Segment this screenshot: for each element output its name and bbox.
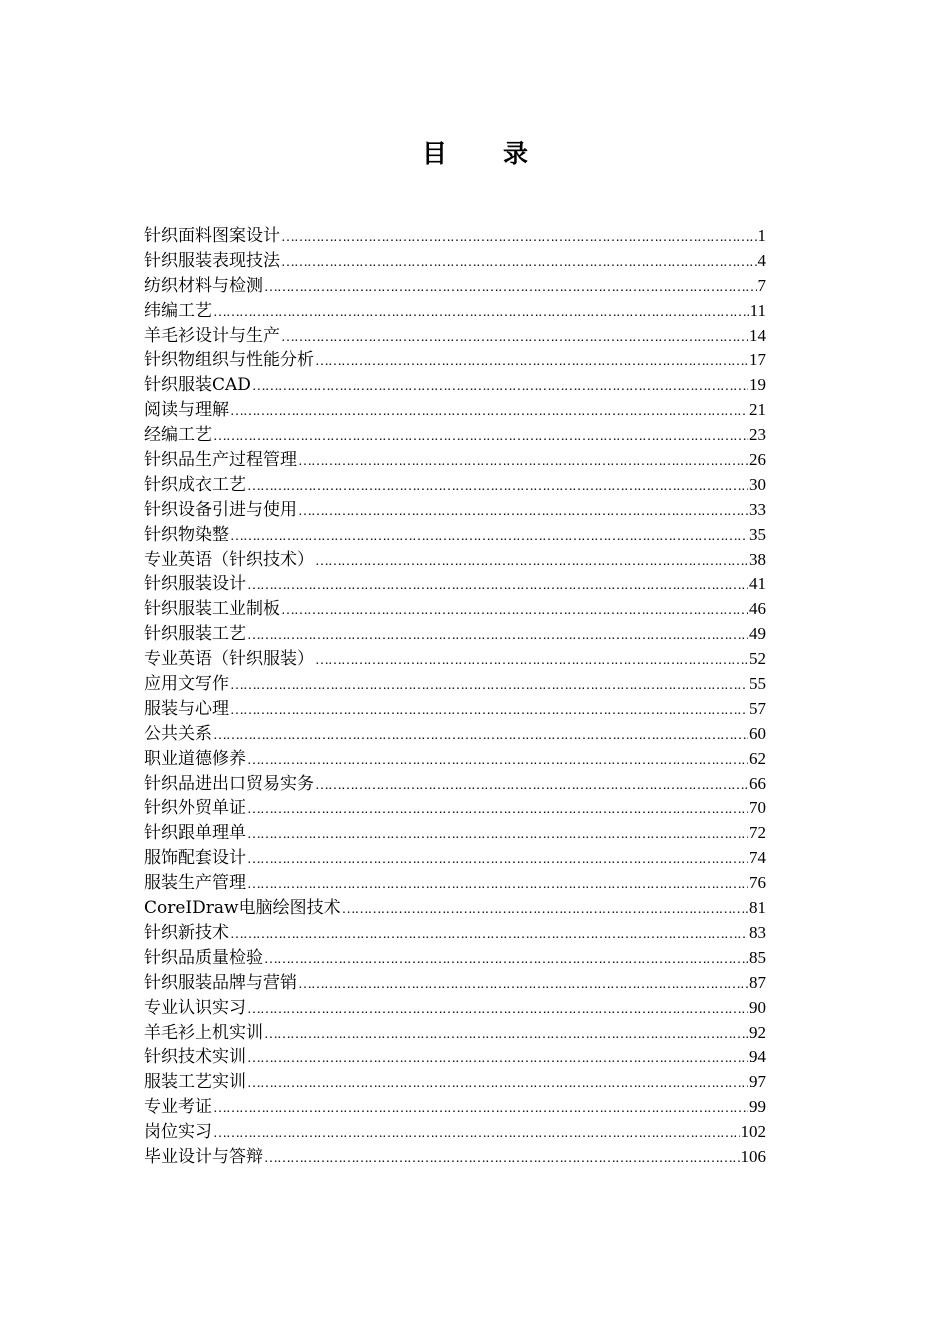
toc-leader-dots xyxy=(230,923,748,948)
toc-entry[interactable] xyxy=(144,846,766,871)
toc-entry-page: 14 xyxy=(749,325,766,345)
toc-entry-page: 30 xyxy=(749,474,766,494)
toc-entry-title: CoreIDraw电脑绘图技术 xyxy=(144,898,341,919)
toc-entry-title: 经编工艺 xyxy=(144,425,212,446)
toc-entry[interactable] xyxy=(144,523,766,548)
toc-entry-page: 33 xyxy=(749,499,766,519)
toc-entry[interactable] xyxy=(144,647,766,672)
toc-entry[interactable] xyxy=(144,473,766,498)
toc-entry-title: 应用文写作 xyxy=(144,674,229,695)
toc-leader-dots xyxy=(247,848,748,873)
toc-entry-page: 21 xyxy=(749,400,766,420)
toc-leader-dots xyxy=(230,400,748,425)
toc-entry-title: 针织服装CAD xyxy=(144,375,251,396)
toc-leader-dots xyxy=(298,500,748,525)
toc-entry-page: 76 xyxy=(749,873,766,893)
title-char-left: 目 xyxy=(421,139,447,168)
toc-entry-title: 针织外贸单证 xyxy=(144,798,246,819)
toc-entry[interactable] xyxy=(144,224,766,249)
toc-entry[interactable] xyxy=(144,1145,766,1170)
toc-leader-dots xyxy=(247,574,748,599)
toc-entry[interactable] xyxy=(144,249,766,274)
toc-entry-page: 49 xyxy=(749,624,766,644)
toc-entry-page: 90 xyxy=(749,997,766,1017)
toc-leader-dots xyxy=(281,226,757,251)
toc-leader-dots xyxy=(247,749,748,774)
toc-entry[interactable] xyxy=(144,1120,766,1145)
toc-leader-dots xyxy=(252,375,748,400)
toc-entry-page: 99 xyxy=(749,1097,766,1117)
toc-entry[interactable] xyxy=(144,1045,766,1070)
toc-entry-title: 专业认识实习 xyxy=(144,997,246,1018)
toc-entry-title: 针织物组织与性能分析 xyxy=(144,350,314,371)
toc-entry-title: 纬编工艺 xyxy=(144,300,212,321)
toc-entry[interactable] xyxy=(144,697,766,722)
toc-leader-dots xyxy=(213,301,749,326)
toc-entry-page: 60 xyxy=(749,723,766,743)
toc-leader-dots xyxy=(264,1147,740,1172)
toc-entry[interactable] xyxy=(144,971,766,996)
toc-entry-page: 74 xyxy=(749,848,766,868)
toc-entry[interactable] xyxy=(144,622,766,647)
toc-entry-title: 针织成衣工艺 xyxy=(144,474,246,495)
toc-entry[interactable] xyxy=(144,398,766,423)
toc-leader-dots xyxy=(281,326,748,351)
toc-entry[interactable] xyxy=(144,772,766,797)
table-of-contents xyxy=(144,224,766,1170)
page-title xyxy=(0,134,950,170)
toc-entry-title: 针织品进出口贸易实务 xyxy=(144,773,314,794)
toc-entry[interactable] xyxy=(144,373,766,398)
toc-entry-page: 41 xyxy=(749,574,766,594)
toc-entry-page: 23 xyxy=(749,425,766,445)
toc-entry[interactable] xyxy=(144,498,766,523)
toc-entry-page: 102 xyxy=(740,1122,766,1142)
toc-leader-dots xyxy=(230,674,748,699)
toc-entry-page: 66 xyxy=(749,773,766,793)
toc-leader-dots xyxy=(264,1023,748,1048)
toc-entry-title: 针织服装工艺 xyxy=(144,624,246,645)
toc-entry-page: 55 xyxy=(749,674,766,694)
toc-entry[interactable] xyxy=(144,324,766,349)
toc-entry-title: 针织品质量检验 xyxy=(144,947,263,968)
toc-entry-title: 职业道德修养 xyxy=(144,748,246,769)
toc-leader-dots xyxy=(281,599,748,624)
toc-entry-page: 38 xyxy=(749,549,766,569)
toc-entry-page: 4 xyxy=(757,250,766,270)
toc-entry[interactable] xyxy=(144,274,766,299)
toc-entry-page: 1 xyxy=(757,226,766,245)
toc-leader-dots xyxy=(264,276,757,301)
toc-entry[interactable] xyxy=(144,299,766,324)
toc-entry-page: 52 xyxy=(749,649,766,669)
toc-leader-dots xyxy=(264,948,748,973)
toc-leader-dots xyxy=(213,1122,740,1147)
toc-entry-title: 专业考证 xyxy=(144,1097,212,1118)
toc-entry[interactable] xyxy=(144,348,766,373)
toc-entry-page: 19 xyxy=(749,375,766,395)
toc-entry-page: 94 xyxy=(749,1047,766,1067)
toc-entry-title: 服装生产管理 xyxy=(144,873,246,894)
toc-entry[interactable] xyxy=(144,946,766,971)
toc-entry-title: 服饰配套设计 xyxy=(144,848,246,869)
toc-entry[interactable] xyxy=(144,896,766,921)
toc-entry-title: 纺织材料与检测 xyxy=(144,275,263,296)
toc-entry-title: 毕业设计与答辩 xyxy=(144,1146,263,1167)
toc-entry[interactable] xyxy=(144,871,766,896)
toc-entry[interactable] xyxy=(144,597,766,622)
toc-entry-title: 针织物染整 xyxy=(144,524,229,545)
toc-leader-dots xyxy=(213,724,748,749)
toc-entry-title: 针织服装品牌与营销 xyxy=(144,972,297,993)
toc-entry[interactable] xyxy=(144,1070,766,1095)
toc-entry-page: 83 xyxy=(749,922,766,942)
toc-entry[interactable] xyxy=(144,448,766,473)
toc-entry-page: 81 xyxy=(749,898,766,918)
toc-leader-dots xyxy=(213,1097,748,1122)
toc-entry[interactable] xyxy=(144,921,766,946)
toc-entry-title: 羊毛衫上机实训 xyxy=(144,1022,263,1043)
toc-entry[interactable] xyxy=(144,821,766,846)
toc-leader-dots xyxy=(247,475,748,500)
toc-entry-page: 72 xyxy=(749,823,766,843)
toc-entry-page: 7 xyxy=(757,275,766,295)
toc-entry-page: 106 xyxy=(740,1146,766,1166)
toc-entry-title: 羊毛衫设计与生产 xyxy=(144,325,280,346)
toc-leader-dots xyxy=(247,1072,748,1097)
toc-leader-dots xyxy=(247,873,748,898)
toc-entry-page: 17 xyxy=(749,350,766,370)
toc-entry-title: 服装工艺实训 xyxy=(144,1072,246,1093)
toc-entry-title: 针织面料图案设计 xyxy=(144,226,280,246)
toc-entry-title: 岗位实习 xyxy=(144,1122,212,1143)
toc-entry[interactable] xyxy=(144,548,766,573)
toc-entry-page: 35 xyxy=(749,524,766,544)
toc-entry-page: 70 xyxy=(749,798,766,818)
toc-leader-dots xyxy=(298,973,748,998)
toc-entry-title: 针织服装设计 xyxy=(144,574,246,595)
toc-entry-page: 97 xyxy=(749,1072,766,1092)
toc-leader-dots xyxy=(298,450,748,475)
toc-leader-dots xyxy=(315,350,748,375)
toc-entry-title: 针织服装工业制板 xyxy=(144,599,280,620)
toc-leader-dots xyxy=(230,525,748,550)
toc-entry-page: 11 xyxy=(749,300,766,320)
toc-leader-dots xyxy=(342,898,748,923)
toc-entry-page: 57 xyxy=(749,698,766,718)
toc-leader-dots xyxy=(315,550,748,575)
title-char-right: 录 xyxy=(503,139,529,168)
toc-leader-dots xyxy=(315,774,748,799)
toc-entry-title: 针织服装表现技法 xyxy=(144,250,280,271)
toc-entry-title: 针织品生产过程管理 xyxy=(144,450,297,471)
toc-entry-title: 针织技术实训 xyxy=(144,1047,246,1068)
toc-leader-dots xyxy=(247,624,748,649)
toc-leader-dots xyxy=(247,998,748,1023)
toc-leader-dots xyxy=(230,699,748,724)
toc-leader-dots xyxy=(247,798,748,823)
toc-entry-title: 针织设备引进与使用 xyxy=(144,499,297,520)
toc-entry[interactable] xyxy=(144,423,766,448)
toc-entry[interactable] xyxy=(144,1095,766,1120)
toc-entry[interactable] xyxy=(144,722,766,747)
toc-entry-title: 专业英语（针织技术） xyxy=(144,549,314,570)
toc-entry-page: 62 xyxy=(749,748,766,768)
toc-entry[interactable] xyxy=(144,1021,766,1046)
toc-entry-page: 87 xyxy=(749,972,766,992)
toc-entry-title: 针织跟单理单 xyxy=(144,823,246,844)
toc-leader-dots xyxy=(281,251,757,276)
toc-entry[interactable] xyxy=(144,572,766,597)
toc-leader-dots xyxy=(315,649,748,674)
toc-entry-title: 专业英语（针织服装） xyxy=(144,649,314,670)
toc-entry-page: 46 xyxy=(749,599,766,619)
toc-entry[interactable] xyxy=(144,672,766,697)
toc-entry[interactable] xyxy=(144,796,766,821)
toc-entry-page: 26 xyxy=(749,450,766,470)
toc-entry-page: 92 xyxy=(749,1022,766,1042)
toc-leader-dots xyxy=(247,823,748,848)
toc-leader-dots xyxy=(247,1047,748,1072)
toc-entry[interactable] xyxy=(144,747,766,772)
toc-entry-title: 公共关系 xyxy=(144,723,212,744)
toc-entry-title: 服装与心理 xyxy=(144,698,229,719)
toc-entry-page: 85 xyxy=(749,947,766,967)
toc-entry-title: 阅读与理解 xyxy=(144,400,229,421)
toc-entry[interactable] xyxy=(144,996,766,1021)
toc-leader-dots xyxy=(213,425,748,450)
toc-entry-title: 针织新技术 xyxy=(144,922,229,943)
